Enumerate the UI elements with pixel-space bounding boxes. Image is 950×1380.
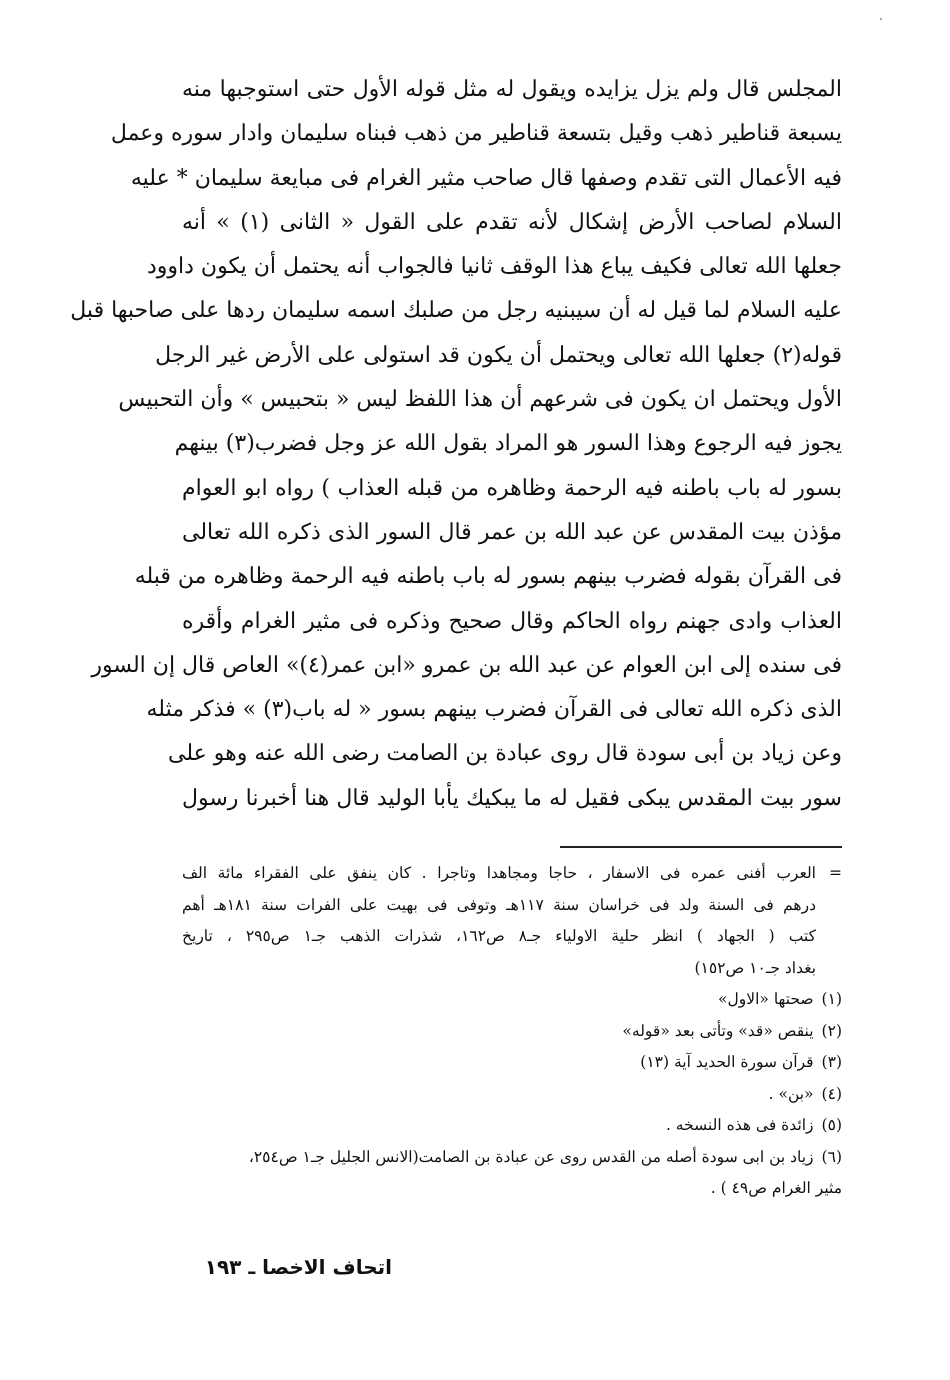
body-line: مؤذن بيت المقدس عن عبد الله بن عمر قال السور الذى ذكره الله تعالى — [182, 519, 842, 545]
body-line: سور بيت المقدس يبكى فقيل له ما يبكيك يأبا الوليد قال هنا أخبرنا رسول — [182, 785, 842, 811]
footnote-line — [182, 921, 842, 953]
body-line: فى سنده إلى ابن العوام عن عبد الله بن عمرو «ابن عمر(٤)» العاص قال إن السور — [91, 652, 842, 678]
footnote-number: (٣) — [821, 1053, 842, 1071]
footnote-number: (٥) — [821, 1116, 842, 1134]
body-line: عليه السلام لما قيل له أن سيبنيه رجل من صلبك اسمه سليمان ردها على صاحبها قبل — [70, 298, 842, 324]
footnote-line-text: بغداد جـ١٠ ص١٥٢) — [694, 958, 816, 977]
footnote-text: صحتها «الاول» — [718, 990, 814, 1008]
footnote-number: (٦) — [821, 1147, 842, 1166]
footnote-line — [182, 890, 842, 922]
footnote-item — [182, 1079, 842, 1111]
footnote-line-text: كتب ( الجهاد ) انظر حلية الاولياء جـ٨ ص١٦٢، شذرات الذهب جـ١ ص٢٩٥ ، تاريخ — [182, 927, 816, 945]
continuation-mark: = — [829, 864, 842, 882]
body-line: فى القرآن بقوله فضرب بينهم بسور له باب باطنه فيه الرحمة وظاهره من قبله — [134, 564, 842, 590]
body-line: يجوز فيه الرجوع وهذا السور هو المراد بقول الله عز وجل فضرب(٣) بينهم — [174, 431, 842, 457]
footnote-item-continuation — [182, 1173, 842, 1205]
body-line: الذى ذكره الله تعالى فى القرآن فضرب بينهم بسور « له باب(٣) » فذكر مثله — [146, 697, 842, 723]
footnote-line — [182, 953, 842, 985]
scan-speck — [880, 18, 882, 20]
footnote-separator — [560, 846, 842, 848]
footnote-text: ينقص «قد» وتأتى بعد «قوله» — [622, 1021, 814, 1040]
footnote-continuation — [182, 858, 842, 890]
body-line: المجلس قال ولم يزل يزايده ويقول له مثل قوله الأول حتى استوجبها منه — [182, 77, 842, 102]
running-footer — [182, 1252, 842, 1282]
footnote-line: العرب أفنى عمره فى الاسفار ، حاجا ومجاهدا وتاجرا . كان ينفق على الفقراء مائة الف — [182, 864, 816, 882]
footnote-line-text: درهم فى السنة ولد فى خراسان سنة ١١٧هـ وتوفى فى بهيت على الفرات سنة ١٨١هـ أهم — [182, 895, 816, 914]
body-text — [70, 68, 842, 821]
body-line: العذاب وادى جهنم رواه الحاكم وقال صحيح وذكره فى مثير الغرام وأقره — [182, 608, 842, 634]
footnote-item — [182, 984, 842, 1016]
footnote-item — [182, 1047, 842, 1079]
body-line: الأول ويحتمل ان يكون فى شرعهم أن هذا اللفظ ليس « بتحبيس » وأن التحبيس — [118, 387, 842, 413]
footnote-text: زائدة فى هذه النسخه . — [665, 1116, 814, 1134]
footnote-text: مثير الغرام ص٤٩ ) . — [710, 1179, 842, 1197]
body-line: بسور له باب باطنه فيه الرحمة وظاهره من قبله العذاب ) رواه ابو العوام — [182, 475, 842, 501]
footnote-text: «بن» . — [768, 1084, 814, 1103]
body-line: جعلها الله تعالى فكيف يباع هذا الوقف ثانيا فالجواب أنه يحتمل أن يكون داوود — [146, 254, 842, 280]
body-line: قوله(٢) جعلها الله تعالى ويحتمل أن يكون قد استولى على الأرض غير الرجل — [155, 342, 842, 368]
footnote-text: زياد بن ابى سودة أصله من القدس روى عن عبادة بن الصامت(الانس الجليل جـ١ ص٢٥٤، — [248, 1147, 814, 1166]
footnote-number: (٤) — [821, 1084, 842, 1103]
body-line: فيه الأعمال التى تقدم وصفها قال صاحب مثير الغرام فى مبايعة سليمان * عليه — [130, 165, 842, 191]
body-line: يسبعة قناطير ذهب وقيل بتسعة قناطير من ذهب فبناه سليمان وادار سوره وعمل — [110, 121, 842, 147]
footnote-number: (٢) — [821, 1021, 842, 1040]
footnote-number: (١) — [821, 990, 842, 1008]
footnote-item — [182, 1110, 842, 1142]
footnote-item — [182, 1016, 842, 1048]
body-line: وعن زياد بن أبى سودة قال روى عبادة بن الصامت رضى الله عنه وهو على — [168, 741, 842, 767]
footnote-text: قرآن سورة الحديد آية (١٣) — [640, 1053, 814, 1071]
footnote-item — [182, 1142, 842, 1174]
footnotes — [182, 858, 842, 1205]
running-title: اتحاف الاخصا ـ ١٩٣ — [204, 1255, 392, 1279]
body-line: السلام لصاحب الأرض إشكال لأنه تقدم على القول « الثانى (١) » أنه — [182, 209, 842, 235]
